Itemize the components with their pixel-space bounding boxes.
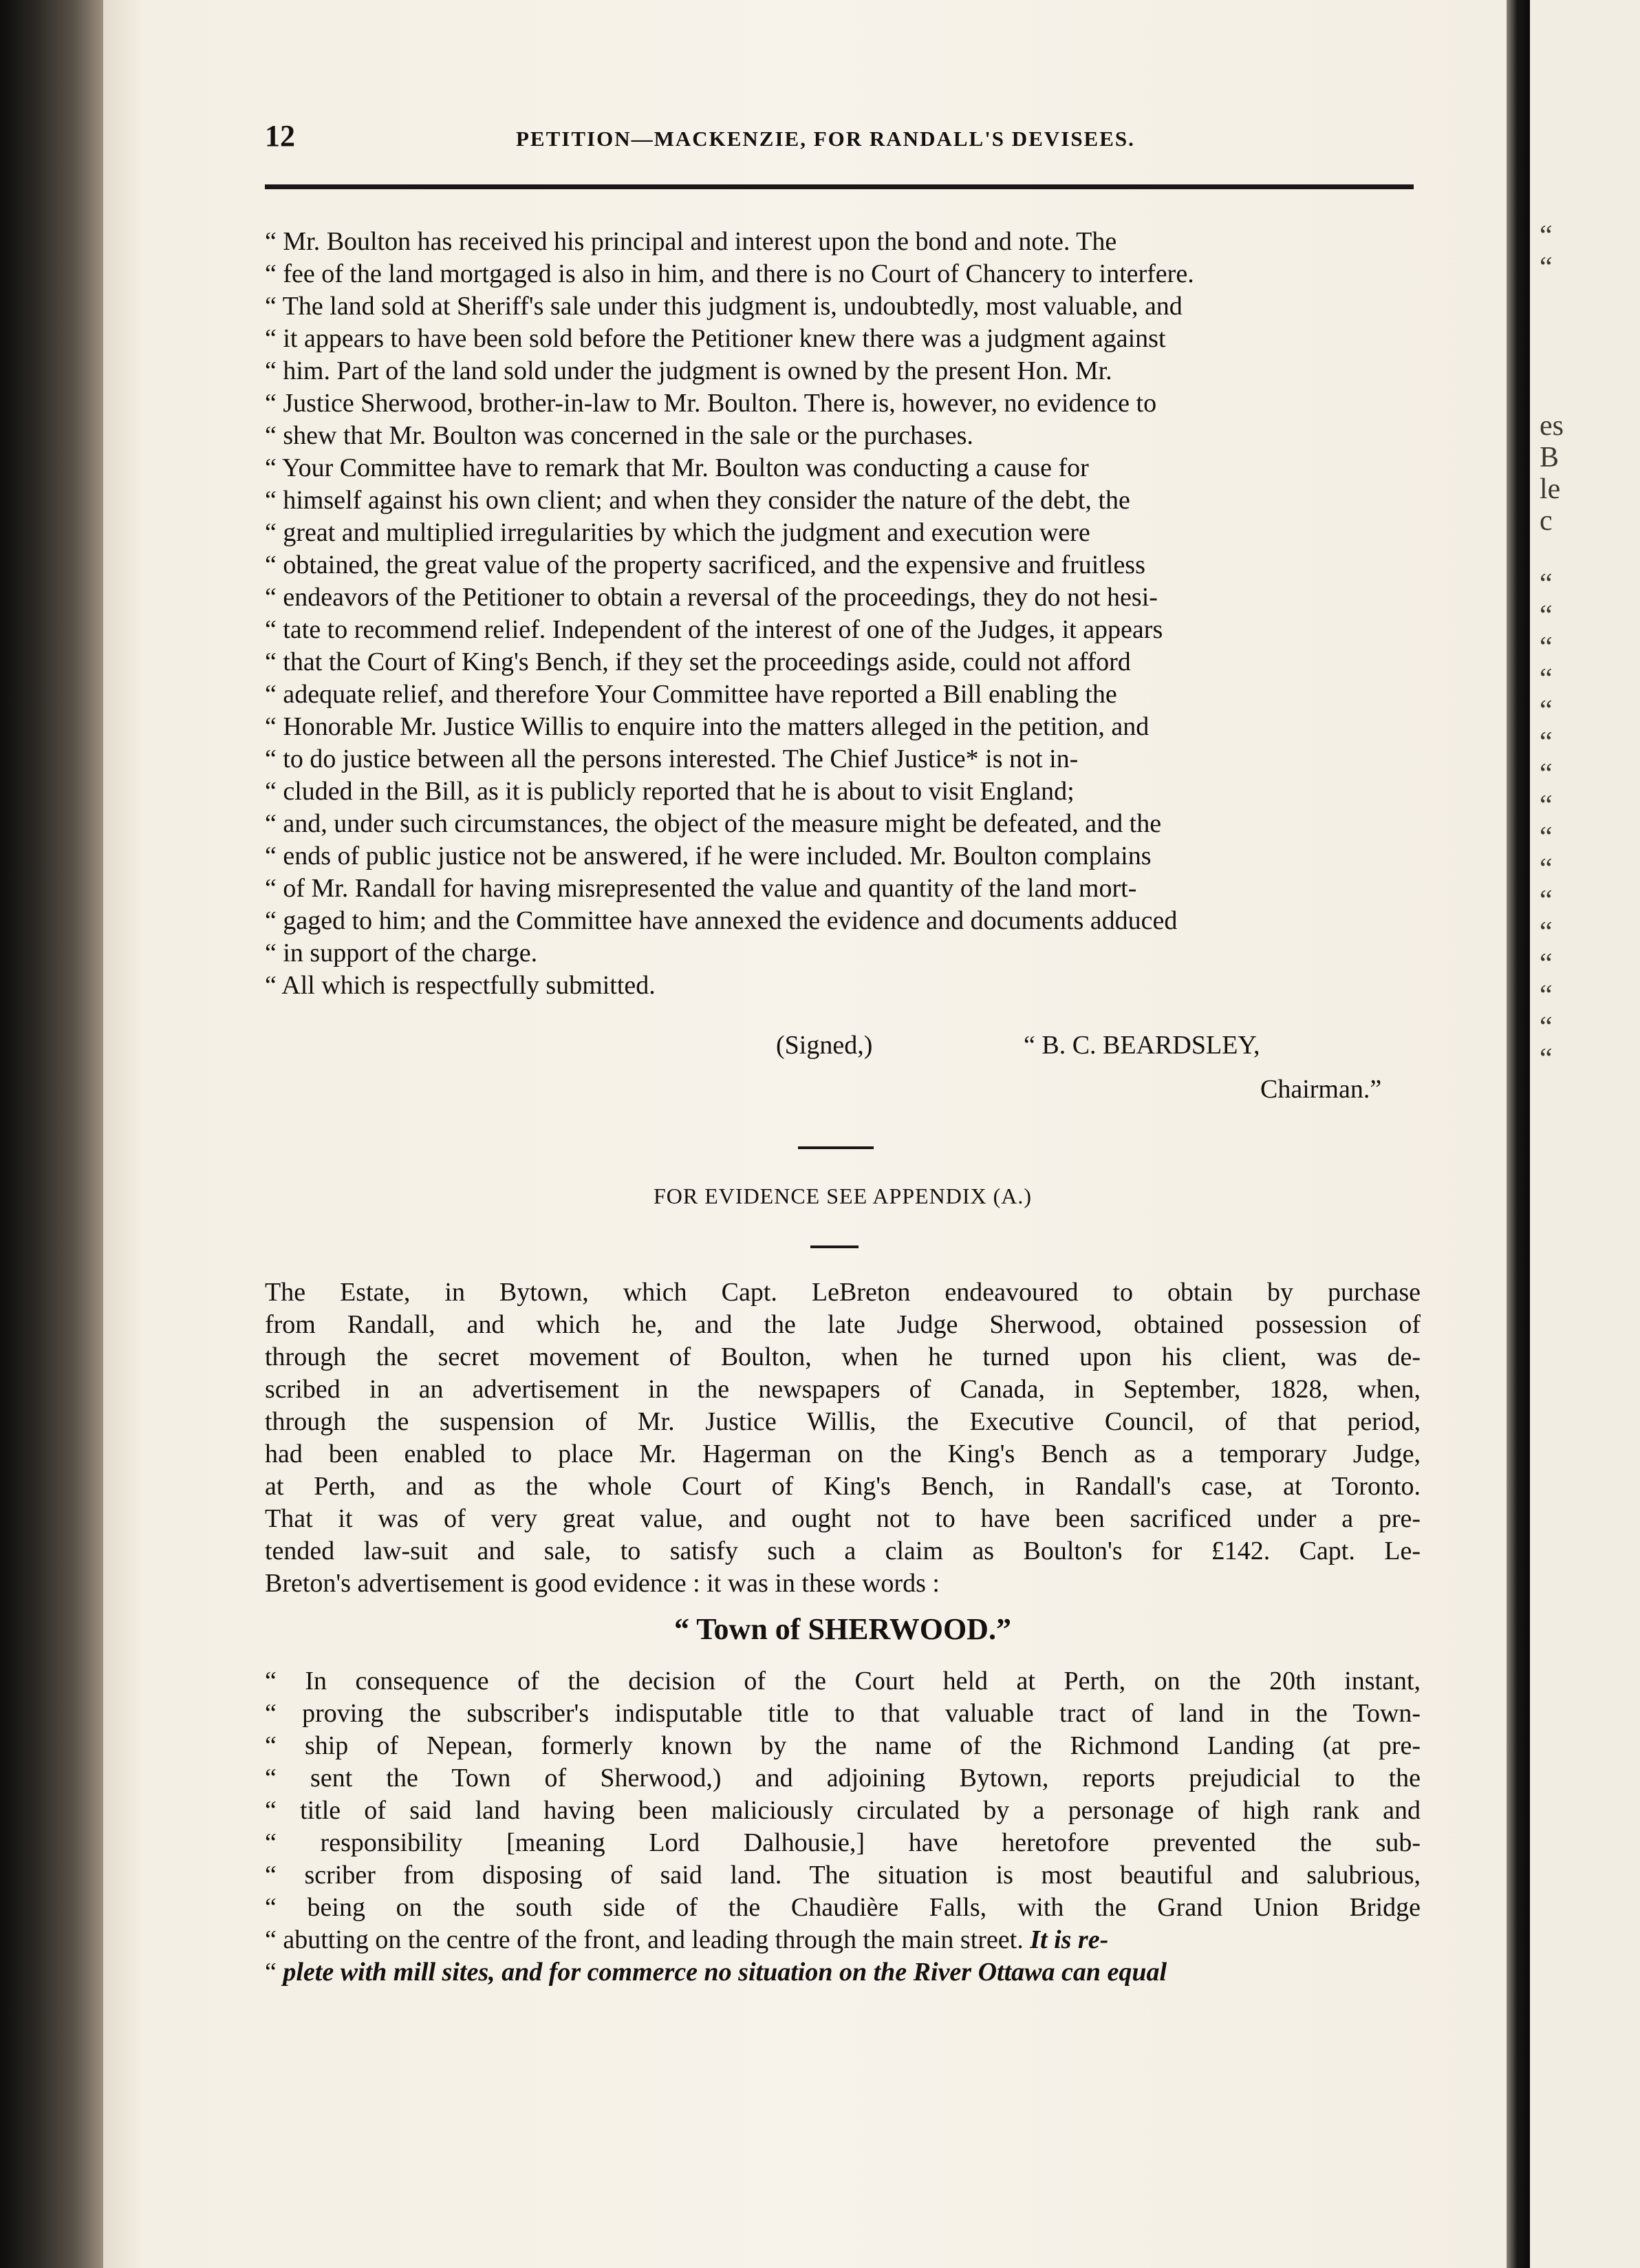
quote-line: “ Honorable Mr. Justice Willis to enquire into the matters alleged in the petition, and	[265, 712, 1150, 741]
advertisement-line: “ sent the Town of Sherwood,) and adjoining Bytown, reports prejudicial to the	[265, 1764, 1421, 1793]
advertisement-line: “ scriber from disposing of said land. The situation is most beautiful and salubrious,	[265, 1861, 1421, 1890]
scan-left-edge	[0, 0, 120, 2268]
book-gutter	[1507, 0, 1530, 2268]
paragraph-line: tended law-suit and sale, to satisfy such a claim as Boulton's for £142. Capt. Le-	[265, 1537, 1421, 1565]
section-divider	[798, 1146, 874, 1149]
quote-line: “ and, under such circumstances, the object of the measure might be defeated, and the	[265, 809, 1162, 838]
quote-line: “ it appears to have been sold before the Petitioner knew there was a judgment against	[265, 324, 1166, 353]
adjacent-page-edge	[1530, 0, 1640, 2268]
quote-line: “ cluded in the Bill, as it is publicly reported that he is about to visit England;	[265, 777, 1075, 806]
quote-line: “ himself against his own client; and when they consider the nature of the debt, the	[265, 486, 1130, 515]
advertisement-line: “ abutting on the centre of the front, and leading through the main street. It is re-	[265, 1925, 1109, 1954]
emphasis-text: plete with mill sites, and for commerce no situation on the River Ottawa can equal	[283, 1958, 1167, 1987]
quote-line: “ fee of the land mortgaged is also in him, and there is no Court of Chancery to interfere.	[265, 259, 1194, 288]
quote-line: “ All which is respectfully submitted.	[265, 971, 656, 1000]
advertisement-line: “ title of said land having been maliciously circulated by a personage of high rank and	[265, 1796, 1421, 1825]
paragraph-line: through the secret movement of Boulton, when he turned upon his client, was de-	[265, 1342, 1421, 1371]
advertisement-line: “ proving the subscriber's indisputable title to that valuable tract of land in the Town-	[265, 1699, 1421, 1728]
quote-line: “ endeavors of the Petitioner to obtain a reversal of the proceedings, they do not hesi-	[265, 583, 1158, 612]
paragraph-line: at Perth, and as the whole Court of King's Bench, in Randall's case, at Toronto.	[265, 1472, 1421, 1501]
advertisement-quote	[265, 1665, 1421, 1989]
section-divider	[810, 1245, 859, 1248]
paragraph-line: scribed in an advertisement in the newspapers of Canada, in September, 1828, when,	[265, 1375, 1421, 1404]
paragraph-line: through the suspension of Mr. Justice Willis, the Executive Council, of that period,	[265, 1407, 1421, 1436]
quote-line: “ gaged to him; and the Committee have annexed the evidence and documents adduced	[265, 906, 1178, 935]
quote-line: “ shew that Mr. Boulton was concerned in the sale or the purchases.	[265, 421, 973, 450]
paragraph-line: from Randall, and which he, and the late Judge Sherwood, obtained possession of	[265, 1310, 1421, 1339]
advertisement-line: “ In consequence of the decision of the Court held at Perth, on the 20th instant,	[265, 1667, 1421, 1695]
advertisement-line: “ ship of Nepean, formerly known by the name of the Richmond Landing (at pre-	[265, 1731, 1421, 1760]
quote-line: “ in support of the charge.	[265, 939, 538, 967]
quote-line: “ of Mr. Randall for having misrepresented the value and quantity of the land mort-	[265, 874, 1137, 903]
running-head: PETITION—MACKENZIE, FOR RANDALL'S DEVISEES.	[516, 127, 1135, 151]
quote-line: “ adequate relief, and therefore Your Committee have reported a Bill enabling the	[265, 680, 1117, 709]
quote-line: “ that the Court of King's Bench, if they set the proceedings aside, could not afford	[265, 648, 1131, 676]
town-heading: “ Town of SHERWOOD.”	[674, 1612, 1011, 1646]
quote-line: “ tate to recommend relief. Independent of the interest of one of the Judges, it appears	[265, 615, 1163, 644]
quote-line: “ The land sold at Sheriff's sale under this judgment is, undoubtedly, most valuable, and	[265, 292, 1183, 321]
quote-line: “ great and multiplied irregularities by which the judgment and execution were	[265, 518, 1090, 547]
advertisement-line: “ being on the south side of the Chaudière Falls, with the Grand Union Bridge	[265, 1893, 1421, 1922]
paragraph-line: had been enabled to place Mr. Hagerman on the King's Bench as a temporary Judge,	[265, 1440, 1421, 1468]
estate-paragraph	[265, 1276, 1421, 1600]
quote-mark: “	[265, 1958, 283, 1987]
advertisement-line	[265, 1956, 1421, 1989]
quote-line: “ ends of public justice not be answered, if he were included. Mr. Boulton complains	[265, 842, 1152, 870]
advertisement-line: “ responsibility [meaning Lord Dalhousie,] have heretofore prevented the sub-	[265, 1828, 1421, 1857]
header-rule	[265, 184, 1414, 189]
adjacent-page-text: “ “ es B le c “ “ “ “ “ “ “ “ “ “ “ “ “ “ “ “	[1540, 220, 1564, 1075]
quote-line: “ Your Committee have to remark that Mr. Boulton was conducting a cause for	[265, 453, 1089, 482]
page-number: 12	[265, 119, 295, 153]
quote-line: “ him. Part of the land sold under the judgment is owned by the present Hon. Mr.	[265, 356, 1112, 385]
paragraph-line: The Estate, in Bytown, which Capt. LeBreton endeavoured to obtain by purchase	[265, 1278, 1421, 1307]
signer-title: Chairman.”	[1260, 1075, 1382, 1104]
quote-line: “ Justice Sherwood, brother-in-law to Mr. Boulton. There is, however, no evidence to	[265, 389, 1157, 418]
signed-label: (Signed,)	[776, 1031, 873, 1060]
quote-line: “ to do justice between all the persons interested. The Chief Justice* is not in-	[265, 745, 1079, 773]
quote-line: “ obtained, the great value of the property sacrificed, and the expensive and fruitless	[265, 550, 1145, 579]
committee-report-quote	[265, 226, 1421, 1002]
paragraph-line: Breton's advertisement is good evidence : it was in these words :	[265, 1569, 940, 1598]
emphasis-text: It is re-	[1023, 1925, 1109, 1954]
page-header	[265, 118, 1421, 160]
appendix-note: FOR EVIDENCE SEE APPENDIX (A.)	[654, 1184, 1032, 1208]
paragraph-line: That it was of very great value, and ought not to have been sacrificed under a pre-	[265, 1504, 1421, 1533]
signer-name: “ B. C. BEARDSLEY,	[1024, 1031, 1260, 1060]
signature-line	[776, 1029, 1260, 1062]
quote-line: “ Mr. Boulton has received his principal and interest upon the bond and note. The	[265, 227, 1117, 256]
